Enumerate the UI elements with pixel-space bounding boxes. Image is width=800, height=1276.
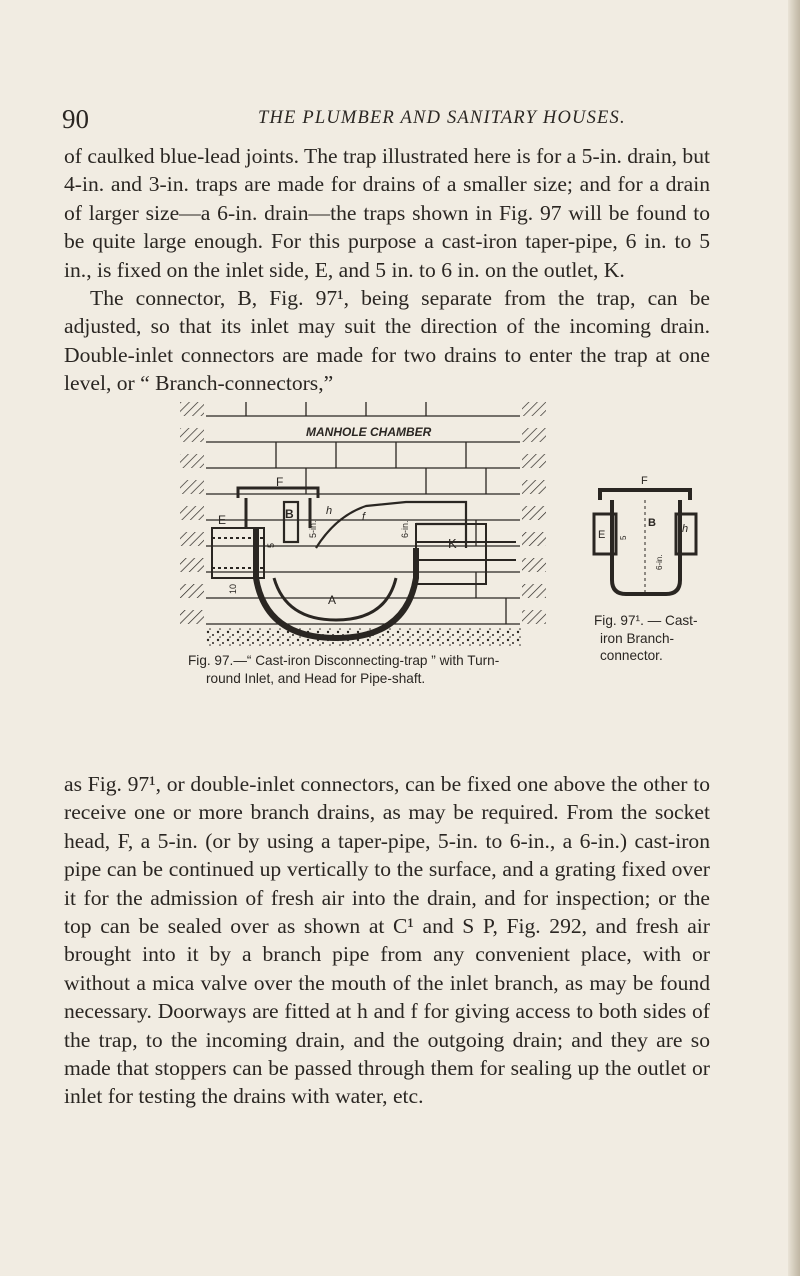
label-K: K: [448, 536, 457, 551]
label-F: F: [276, 475, 284, 489]
right-wall: [522, 402, 546, 624]
label-f: f: [362, 511, 366, 523]
connector-label-E: E: [598, 529, 606, 541]
chamber-title: MANHOLE CHAMBER: [306, 425, 432, 439]
connector-label-6in: 6-in.: [655, 554, 664, 570]
figure-97-1-connector-diagram: [590, 470, 700, 610]
page-number: 90: [62, 104, 89, 134]
paragraph-2: The connector, B, Fig. 97¹, being separate from the trap, can be adjusted, so that its inlet may suit the direction of the incoming drain. Double-inlet connectors are made for two drains to enter the trap at one level, or “ Branch-connectors,”: [64, 286, 710, 396]
gravel-base: [206, 628, 522, 646]
left-wall: [180, 402, 204, 624]
body-text-bottom: [64, 770, 710, 1111]
label-5in: 5-in.: [308, 520, 318, 538]
connector-label-B: B: [648, 517, 656, 529]
figure-97-1-caption-line1: Fig. 97¹. — Cast-: [594, 613, 698, 628]
connector-label-h: h: [682, 523, 689, 535]
figure-97-caption-line2: round Inlet, and Head for Pipe-shaft.: [206, 671, 426, 686]
page-header: [62, 104, 682, 134]
label-E: E: [218, 513, 227, 527]
label-6in: 6-in.: [400, 520, 410, 538]
paragraph-3: as Fig. 97¹, or double-inlet connectors, can be fixed one above the other to receive one or more branch drains, as may be required. From the socket head, F, a 5-in. (or by using a taper-pipe, 5-in. to 6-in., a 6-in.) cast-iron pipe can be continued up vertically to the surface, and a grating fixed over it for the admission of fresh air into the drain, and for inspection; or the top can be sealed over as shown at C¹ and S P, Fig. 292, and fresh air brought into it by a branch pipe from any convenient place, with or without a mica valve over the mouth of the inlet branch, as may be found necessary. Doorways are fitted at h and f for giving access to both sides of the trap, to the incoming drain, and the outgoing drain; and they are so made that stoppers can be passed through them for sealing up the outlet or inlet for testing the drains with water, etc.: [64, 772, 710, 1109]
trap-body: [256, 528, 416, 638]
connector-label-5: 5: [619, 535, 628, 540]
label-10: 10: [228, 583, 238, 594]
figure-97-1-caption-line3: connector.: [600, 648, 663, 663]
running-head: THE PLUMBER AND SANITARY HOUSES.: [258, 108, 626, 128]
paragraph-1: of caulked blue-lead joints. The trap illustrated here is for a 5-in. drain, but 4-in. and 3-in. traps are made for drains of a smaller size; and for a drain of larger size—a 6-in. drain—the traps shown in Fig. 97 will be found to be quite large enough. For this purpose a cast-iron taper-pipe, 6 in. to 5 in., is fixed on the inlet side, E, and 5 in. to 6 in. on the outlet, K.: [64, 144, 711, 282]
label-h: h: [326, 505, 333, 517]
body-text-top: [64, 142, 710, 398]
connector-drawing: [594, 490, 696, 594]
label-5: 5: [266, 542, 276, 548]
figure-97-1-caption: [594, 612, 714, 665]
figure-97-caption-line1: Fig. 97.—“ Cast-iron Disconnecting-trap ” with Turn-: [188, 653, 500, 668]
figure-97-1-caption-line2: iron Branch-: [600, 630, 675, 646]
connector-label-F: F: [641, 475, 648, 487]
label-A: A: [328, 593, 337, 607]
page-edge-shadow: [788, 0, 800, 1276]
label-B: B: [285, 507, 294, 521]
figure-97-caption: [188, 652, 568, 688]
figure-97-trap-diagram: [176, 398, 552, 648]
